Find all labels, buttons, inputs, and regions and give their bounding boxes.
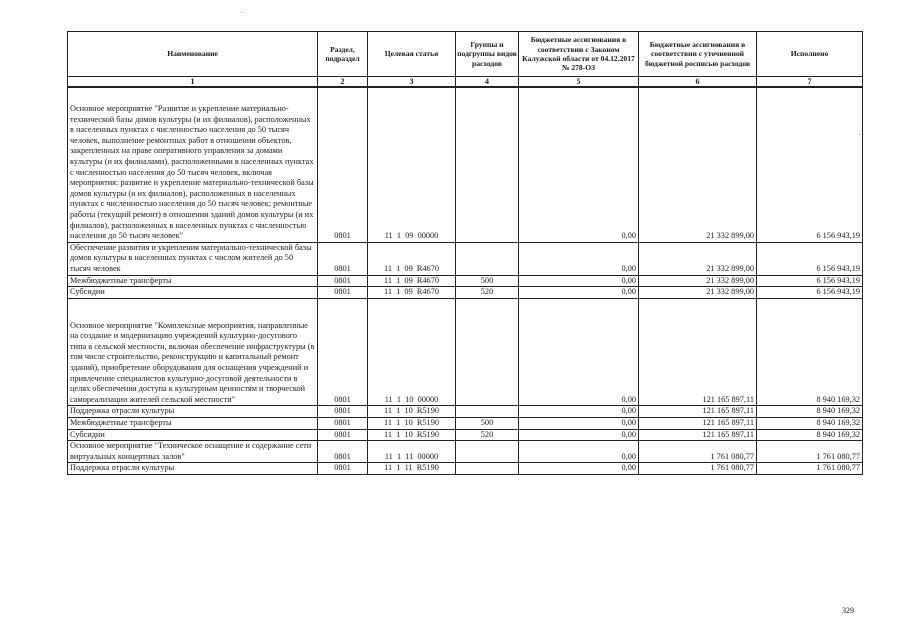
row-group: 500 <box>456 275 519 287</box>
row-executed-amount: 6 156 943,19 <box>757 287 863 299</box>
table-row <box>68 406 863 418</box>
row-name: Межбюджетные трансферты <box>68 418 318 430</box>
row-target: 11 1 09 00000 <box>368 87 456 242</box>
row-revised-amount: 121 165 897,11 <box>639 298 757 406</box>
table-row <box>68 298 863 406</box>
column-number: 7 <box>757 77 863 88</box>
row-name: Поддержка отрасли культуры <box>68 406 318 418</box>
row-section: 0801 <box>318 242 368 275</box>
header-row <box>68 32 863 77</box>
budget-table <box>67 31 863 475</box>
row-law-amount: 0,00 <box>519 287 639 299</box>
row-law-amount: 0,00 <box>519 275 639 287</box>
row-revised-amount: 121 165 897,11 <box>639 429 757 441</box>
row-name: Поддержка отрасли культуры <box>68 463 318 475</box>
row-revised-amount: 1 761 080,77 <box>639 441 757 463</box>
header-revised-allocations: Бюджетные ассигнования в соответствии с уточненной бюджетной росписью расходов <box>639 32 757 77</box>
header-section: Раздел, подраздел <box>318 32 368 77</box>
table-row <box>68 242 863 275</box>
row-section: 0801 <box>318 287 368 299</box>
row-target: 11 1 09 R4670 <box>368 275 456 287</box>
row-law-amount: 0,00 <box>519 298 639 406</box>
table-row <box>68 429 863 441</box>
row-name: Основное мероприятие "Развитие и укрепление материально-технической базы домов культуры (и их филиалов), расположенных в населенных пунктах с численностью населения до 50 тысяч человек, выполнение ремонтных работ в отношении объектов, закрепленных на праве оперативного управления за домами культуры (и их филиалами), расположенными в населенных пунктах с численностью населения до 50 тысяч человек, включая мероприятия: развитие и укрепление материально-технической базы домов культуры (и их филиалов), расположенных в населенных пунктах с численностью населения до 50 тысяч человек; ремонтные работы (текущий ремонт) в отношении зданий домов культуры (и их филиалов), расположенных в населенных пунктах с численностью населения до 50 тысяч человек" <box>68 87 318 242</box>
column-number: 2 <box>318 77 368 88</box>
row-section: 0801 <box>318 87 368 242</box>
header-name: Наименование <box>68 32 318 77</box>
row-revised-amount: 121 165 897,11 <box>639 406 757 418</box>
table-row <box>68 441 863 463</box>
scan-speck <box>241 12 242 13</box>
row-name: Основное мероприятие "Техническое оснащение и содержание сети виртуальных концертных залов" <box>68 441 318 463</box>
row-target: 11 1 10 00000 <box>368 298 456 406</box>
row-law-amount: 0,00 <box>519 242 639 275</box>
row-executed-amount: 1 761 080,77 <box>757 463 863 475</box>
row-section: 0801 <box>318 298 368 406</box>
column-number: 3 <box>368 77 456 88</box>
row-target: 11 1 10 R5190 <box>368 429 456 441</box>
row-law-amount: 0,00 <box>519 418 639 430</box>
row-section: 0801 <box>318 418 368 430</box>
column-number: 5 <box>519 77 639 88</box>
table-row <box>68 287 863 299</box>
row-section: 0801 <box>318 441 368 463</box>
row-group <box>456 298 519 406</box>
row-executed-amount: 8 940 169,32 <box>757 418 863 430</box>
table-row <box>68 418 863 430</box>
table-row <box>68 463 863 475</box>
row-revised-amount: 21 332 899,00 <box>639 87 757 242</box>
column-number-row <box>68 77 863 88</box>
column-number: 6 <box>639 77 757 88</box>
row-revised-amount: 21 332 899,00 <box>639 287 757 299</box>
header-target: Целевая статья <box>368 32 456 77</box>
row-section: 0801 <box>318 275 368 287</box>
row-target: 11 1 11 00000 <box>368 441 456 463</box>
row-revised-amount: 121 165 897,11 <box>639 418 757 430</box>
row-revised-amount: 1 761 080,77 <box>639 463 757 475</box>
row-name: Основное мероприятие "Комплексные мероприятия, направленные на создание и модернизацию учреждений культурно-досугового типа в сельской местности, включая обеспечение инфраструктуры (в том числе строительство, реконструкцию и капитальный ремонт зданий), приобретение оборудования для оснащения учреждений и привлечение специалистов культурно-досуговой деятельности в целях обеспечения доступа к культурным ценностям и творческой самореализации жителей сельской местности" <box>68 298 318 406</box>
header-groups: Группы и подгруппы видов расходов <box>456 32 519 77</box>
column-number: 1 <box>68 77 318 88</box>
table-row <box>68 275 863 287</box>
row-law-amount: 0,00 <box>519 406 639 418</box>
row-group <box>456 441 519 463</box>
column-number: 4 <box>456 77 519 88</box>
row-law-amount: 0,00 <box>519 87 639 242</box>
row-name: Субсидии <box>68 429 318 441</box>
row-executed-amount: 6 156 943,19 <box>757 242 863 275</box>
row-revised-amount: 21 332 899,00 <box>639 275 757 287</box>
row-name: Обеспечение развития и укрепления материально-технической базы домов культуры в населенных пунктах с числом жителей до 50 тысяч человек <box>68 242 318 275</box>
row-group <box>456 87 519 242</box>
row-target: 11 1 09 R4670 <box>368 287 456 299</box>
row-executed-amount: 6 156 943,19 <box>757 275 863 287</box>
row-target: 11 1 09 R4670 <box>368 242 456 275</box>
row-group: 500 <box>456 418 519 430</box>
header-executed: Исполнено <box>757 32 863 77</box>
row-executed-amount: 1 761 080,77 <box>757 441 863 463</box>
row-group <box>456 242 519 275</box>
row-executed-amount: 8 940 169,32 <box>757 406 863 418</box>
row-section: 0801 <box>318 429 368 441</box>
table-row <box>68 87 863 242</box>
row-group: 520 <box>456 287 519 299</box>
row-group <box>456 463 519 475</box>
row-group <box>456 406 519 418</box>
row-law-amount: 0,00 <box>519 463 639 475</box>
row-group: 520 <box>456 429 519 441</box>
row-revised-amount: 21 332 899,00 <box>639 242 757 275</box>
page-number: 329 <box>842 606 854 615</box>
row-target: 11 1 10 R5190 <box>368 406 456 418</box>
row-law-amount: 0,00 <box>519 429 639 441</box>
row-executed-amount: 8 940 169,32 <box>757 429 863 441</box>
header-law-allocations: Бюджетные ассигнования в соответствии с Законом Калужской области от 04.12.2017 № 278-ОЗ <box>519 32 639 77</box>
row-name: Субсидии <box>68 287 318 299</box>
row-executed-amount: 8 940 169,32 <box>757 298 863 406</box>
row-executed-amount: 6 156 943,19 <box>757 87 863 242</box>
row-name: Межбюджетные трансферты <box>68 275 318 287</box>
row-target: 11 1 11 R5190 <box>368 463 456 475</box>
row-law-amount: 0,00 <box>519 441 639 463</box>
row-section: 0801 <box>318 406 368 418</box>
row-section: 0801 <box>318 463 368 475</box>
row-target: 11 1 10 R5190 <box>368 418 456 430</box>
